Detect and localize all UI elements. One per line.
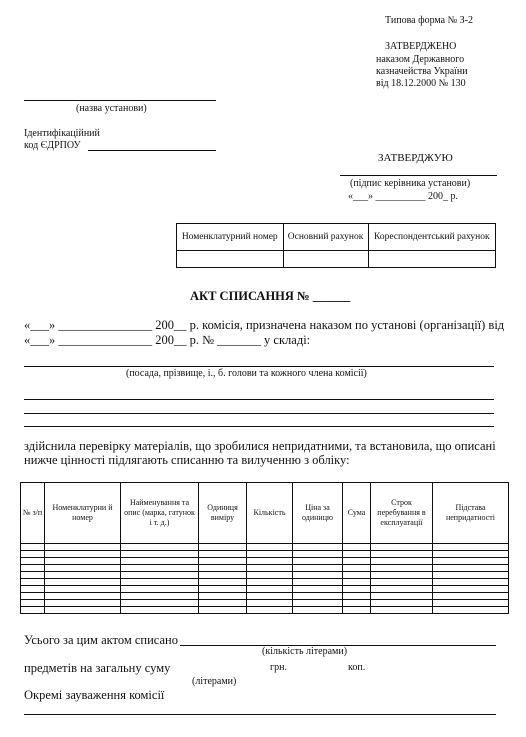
table-cell[interactable] [121,558,199,565]
members-caption: (посада, прізвище, і., б. голови та кожного члена комісії) [126,368,367,379]
table-cell[interactable] [343,572,371,579]
table-cell[interactable] [247,558,293,565]
table-cell[interactable] [247,551,293,558]
table-cell[interactable] [21,586,45,593]
table-cell[interactable] [21,593,45,600]
table-cell[interactable] [343,558,371,565]
table-cell[interactable] [293,600,343,607]
col-index: № з/п [21,483,45,544]
table-cell[interactable] [21,579,45,586]
kop-label: коп. [348,662,366,673]
statement-line-2: нижче цінності підлягають списанню та вилученню з обліку: [24,453,350,467]
table-cell[interactable] [199,551,247,558]
table-cell[interactable] [121,579,199,586]
table-row [21,593,509,600]
table-cell[interactable] [21,607,45,614]
table-cell[interactable] [343,544,371,551]
table-cell[interactable] [199,565,247,572]
table-row [21,600,509,607]
table-cell[interactable] [371,544,433,551]
table-cell[interactable] [121,551,199,558]
table-cell[interactable] [247,600,293,607]
table-cell[interactable] [293,544,343,551]
approved-line-2: казначейства України [376,66,468,77]
table-cell[interactable] [247,544,293,551]
table-cell[interactable] [247,593,293,600]
approve-title: ЗАТВЕРДЖУЮ [378,152,453,164]
table-cell[interactable] [199,593,247,600]
sum-label: предметів на загальну суму [24,661,171,675]
institution-line[interactable] [24,100,216,101]
col-corr-account: Кореспондентський рахунок [368,224,495,251]
table-cell[interactable] [343,565,371,572]
table-cell[interactable] [199,600,247,607]
table-cell[interactable] [433,572,509,579]
table-cell[interactable] [343,607,371,614]
table-cell[interactable] [45,565,121,572]
table-cell[interactable] [21,565,45,572]
table-cell[interactable] [371,579,433,586]
cell-nomenclature-number[interactable] [177,251,284,268]
table-cell[interactable] [45,551,121,558]
table-cell[interactable] [199,572,247,579]
table-cell[interactable] [371,593,433,600]
members-line-2[interactable] [24,399,494,400]
col-quantity: Кількість [247,483,293,544]
table-cell[interactable] [343,579,371,586]
sum-caption: (літерами) [192,676,237,687]
edrpou-label-1: Ідентифікаційний [24,128,100,139]
table-cell[interactable] [21,600,45,607]
table-row [21,544,509,551]
members-line-3[interactable] [24,413,494,414]
table-cell[interactable] [21,558,45,565]
edrpou-label-2: код ЄДРПОУ [24,140,81,151]
table-cell[interactable] [247,586,293,593]
table-cell[interactable] [121,600,199,607]
accounts-table [176,223,496,268]
approve-date: «___» __________ 200_ р. [348,191,458,202]
table-cell[interactable] [371,551,433,558]
remarks-field[interactable] [24,714,496,715]
col-reason: Підстава непридатності [433,483,509,544]
table-cell[interactable] [247,607,293,614]
table-cell[interactable] [247,579,293,586]
commission-line-2: «___» _______________ 200__ р. № _______ у складі: [24,333,311,347]
cell-corr-account[interactable] [368,251,495,268]
table-cell[interactable] [433,544,509,551]
table-cell[interactable] [45,579,121,586]
col-unit-price: Ціна за одиницю [293,483,343,544]
edrpou-field[interactable] [88,150,216,151]
table-cell[interactable] [293,565,343,572]
form-number: Типова форма № З-2 [385,15,473,26]
remarks-label: Окремі зауваження комісії [24,688,165,702]
act-title: АКТ СПИСАННЯ № ______ [190,289,351,303]
approved-title: ЗАТВЕРДЖЕНО [385,41,457,52]
table-cell[interactable] [293,558,343,565]
table-cell[interactable] [293,579,343,586]
signature-caption: (підпис керівника установи) [350,178,471,189]
col-unit: Одиниця виміру [199,483,247,544]
table-cell[interactable] [247,565,293,572]
approved-line-3: від 18.12.2000 № 130 [376,78,466,89]
table-cell[interactable] [45,572,121,579]
table-cell[interactable] [21,544,45,551]
table-cell[interactable] [371,586,433,593]
members-line-1[interactable] [24,366,494,367]
table-cell[interactable] [433,558,509,565]
table-cell[interactable] [433,565,509,572]
table-cell[interactable] [199,586,247,593]
table-cell[interactable] [45,586,121,593]
uah-label: грн. [270,662,287,673]
cell-main-account[interactable] [283,251,368,268]
col-main-account: Основний рахунок [283,224,368,251]
total-caption: (кількість літерами) [262,646,348,657]
table-cell[interactable] [247,572,293,579]
commission-line-1: «___» _______________ 200__ р. комісія, призначена наказом по установі (організації) від [24,318,505,332]
table-cell[interactable] [371,607,433,614]
table-cell[interactable] [45,558,121,565]
table-cell[interactable] [371,600,433,607]
table-cell[interactable] [21,551,45,558]
table-row [21,558,509,565]
table-cell[interactable] [371,558,433,565]
table-cell[interactable] [293,593,343,600]
signature-line[interactable] [340,175,497,176]
table-cell[interactable] [199,558,247,565]
table-row [21,572,509,579]
approved-line-1: наказом Державного [376,54,465,65]
table-cell[interactable] [293,572,343,579]
institution-caption: (назва установи) [76,103,147,114]
table-cell[interactable] [121,593,199,600]
table-row [21,565,509,572]
table-row [21,551,509,558]
table-row [21,607,509,614]
table-cell[interactable] [343,551,371,558]
table-cell[interactable] [293,586,343,593]
table-cell[interactable] [121,544,199,551]
col-service-term: Строк перебування в експлуатації [371,483,433,544]
table-cell[interactable] [433,607,509,614]
table-cell[interactable] [199,607,247,614]
table-cell[interactable] [343,586,371,593]
table-cell[interactable] [121,565,199,572]
table-cell[interactable] [433,551,509,558]
table-row [21,579,509,586]
table-cell[interactable] [121,572,199,579]
table-cell[interactable] [433,586,509,593]
table-cell[interactable] [121,586,199,593]
table-cell[interactable] [343,593,371,600]
table-cell[interactable] [371,565,433,572]
table-cell[interactable] [45,607,121,614]
members-line-4[interactable] [24,426,494,427]
total-label: Усього за цим актом списано [24,633,178,647]
table-cell[interactable] [433,579,509,586]
table-cell[interactable] [121,607,199,614]
table-cell[interactable] [433,593,509,600]
col-sum: Сума [343,483,371,544]
col-nomenclature: Номенклатурни й номер [45,483,121,544]
table-cell[interactable] [343,600,371,607]
table-cell[interactable] [45,544,121,551]
table-cell[interactable] [45,600,121,607]
table-cell[interactable] [21,572,45,579]
table-cell[interactable] [199,579,247,586]
table-cell[interactable] [45,593,121,600]
table-cell[interactable] [293,551,343,558]
table-cell[interactable] [371,572,433,579]
materials-table [20,482,509,614]
col-nomenclature-number: Номенклатурний номер [177,224,284,251]
table-cell[interactable] [433,600,509,607]
statement-line-1: здійснила перевірку матеріалів, що зробилися непридатними, та встановила, що описані [24,439,496,453]
table-cell[interactable] [293,607,343,614]
table-row [21,586,509,593]
col-name-description: Найменування та опис (марка, гатунок і т. д.) [121,483,199,544]
table-cell[interactable] [199,544,247,551]
